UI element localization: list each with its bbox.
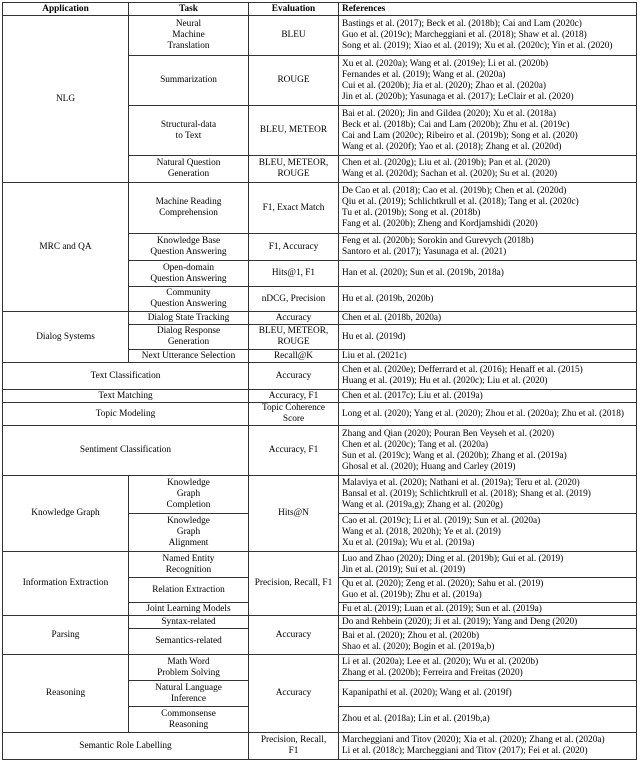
task-cell: Community Question Answering [129, 287, 249, 312]
task-cell: Knowledge Base Question Answering [129, 234, 249, 261]
evaluation-cell: Hits@N [249, 476, 339, 552]
application-cell: Knowledge Graph [3, 476, 129, 552]
header-evaluation: Evaluation [249, 3, 339, 16]
applications-table [2, 2, 637, 760]
references-cell: Cao et al. (2019c); Li et al. (2019); Sun et al. (2020a) Wang et al. (2018, 2020h); Ye et al. (2019) Xu et al. (2019a); Wu et al. (2019a) [339, 514, 637, 552]
application-cell: Reasoning [3, 655, 129, 733]
references-cell: Chen et al. (2020g); Liu et al. (2019b); Pan et al. (2020) Wang et al. (2020d); Sachan et al. (2020); Su et al. (2020) [339, 156, 637, 183]
references-cell: Bai et al. (2020); Zhou et al. (2020b) Shao et al. (2020); Bogin et al. (2019a,b) [339, 629, 637, 655]
application-cell: Parsing [3, 616, 129, 655]
task-cell: Knowledge Graph Alignment [129, 514, 249, 552]
references-cell: Zhang and Qian (2020); Pouran Ben Veyseh et al. (2020) Chen et al. (2020c); Tang et al. (2020a) Sun et al. (2019c); Wang et al. (2020b); Zhang et al. (2019a) Ghosal et al. (2020); Huang and Carley (2019) [339, 426, 637, 476]
task-cell: Dialog State Tracking [129, 312, 249, 325]
task-cell: Machine Reading Comprehension [129, 183, 249, 234]
application-cell: NLG [3, 16, 129, 183]
references-cell: Han et al. (2020); Sun et al. (2019b, 2018a) [339, 261, 637, 287]
evaluation-cell: Recall@K [249, 350, 339, 363]
evaluation-cell: Accuracy, F1 [249, 426, 339, 476]
application-cell: MRC and QA [3, 183, 129, 312]
references-cell: Zhou et al. (2018a); Lin et al. (2019b,a) [339, 707, 637, 733]
task-cell: Semantics-related [129, 629, 249, 655]
table-row [3, 16, 637, 56]
evaluation-cell: Hits@1, F1 [249, 261, 339, 287]
evaluation-cell: BLEU, METEOR, ROUGE [249, 156, 339, 183]
references-cell: Bai et al. (2020); Jin and Gildea (2020); Xu et al. (2018a) Beck et al. (2018b); Cai and Lam (2020b); Zhu et al. (2019c) Cai and Lam (2020c); Ribeiro et al. (2019b); Song et al. (2020) Wang et al. (2020f); Yao et al. (2018); Zhang et al. (2020d) [339, 106, 637, 156]
evaluation-cell: nDCG, Precision [249, 287, 339, 312]
task-cell: Commonsense Reasoning [129, 707, 249, 733]
table-row [3, 426, 637, 476]
task-cell: Math Word Problem Solving [129, 655, 249, 681]
application-task-cell: Text Matching [3, 390, 249, 403]
evaluation-cell: BLEU, METEOR [249, 106, 339, 156]
table-row [3, 733, 637, 760]
task-cell: Open-domain Question Answering [129, 261, 249, 287]
header-task: Task [129, 3, 249, 16]
header-application: Application [3, 3, 129, 16]
references-cell: Chen et al. (2018b, 2020a) [339, 312, 637, 325]
task-cell: Natural Language Inference [129, 681, 249, 707]
references-cell: Luo and Zhao (2020); Ding et al. (2019b); Gui et al. (2019) Jin et al. (2019); Sui et al. (2019) [339, 552, 637, 578]
application-task-cell: Semantic Role Labelling [3, 733, 249, 760]
table-row [3, 403, 637, 426]
table-row [3, 655, 637, 681]
references-cell: Qu et al. (2020); Zeng et al. (2020); Sahu et al. (2019) Guo et al. (2019b); Zhu et al. (2019a) [339, 578, 637, 603]
application-cell: Dialog Systems [3, 312, 129, 363]
task-cell: Natural Question Generation [129, 156, 249, 183]
references-cell: Li et al. (2020a); Lee et al. (2020); Wu et al. (2020b) Zhang et al. (2020b); Ferreira and Freitas (2020) [339, 655, 637, 681]
evaluation-cell: Topic Coherence Score [249, 403, 339, 426]
task-cell: Summarization [129, 56, 249, 106]
references-cell: De Cao et al. (2018); Cao et al. (2019b); Chen et al. (2020d) Qiu et al. (2019); Schlichtkrull et al. (2018); Tang et al. (2020c) Tu et al. (2019b); Song et al. (2018b) Fang et al. (2020b); Zheng and Kordjamshidi (2020) [339, 183, 637, 234]
references-cell: Marcheggiani and Titov (2020); Xia et al. (2020); Zhang et al. (2020a) Li et al. (2018c); Marcheggiani and Titov (2017); Fei et al. (2020) [339, 733, 637, 760]
table-row [3, 363, 637, 390]
task-cell: Syntax-related [129, 616, 249, 629]
evaluation-cell: Accuracy [249, 363, 339, 390]
evaluation-cell: ROUGE [249, 56, 339, 106]
evaluation-cell: Accuracy [249, 655, 339, 733]
evaluation-cell: Accuracy [249, 616, 339, 655]
application-task-cell: Text Classification [3, 363, 249, 390]
evaluation-cell: Precision, Recall, F1 [249, 552, 339, 616]
task-cell: Dialog Response Generation [129, 325, 249, 350]
table-row [3, 476, 637, 514]
table-row [3, 312, 637, 325]
application-task-cell: Sentiment Classification [3, 426, 249, 476]
evaluation-cell: F1, Exact Match [249, 183, 339, 234]
references-cell: Chen et al. (2017c); Liu et al. (2019a) [339, 390, 637, 403]
references-cell: Do and Rehbein (2020); Ji et al. (2019); Yang and Deng (2020) [339, 616, 637, 629]
application-task-cell: Topic Modeling [3, 403, 249, 426]
evaluation-cell: Precision, Recall, F1 [249, 733, 339, 760]
references-cell: Feng et al. (2020b); Sorokin and Gurevych (2018b) Santoro et al. (2017); Yasunaga et al. (2021) [339, 234, 637, 261]
evaluation-cell: Accuracy [249, 312, 339, 325]
task-cell: Neural Machine Translation [129, 16, 249, 56]
references-cell: Hu et al. (2019d) [339, 325, 637, 350]
table-row [3, 616, 637, 629]
header-row [3, 3, 637, 16]
task-cell: Relation Extraction [129, 578, 249, 603]
table-body [3, 16, 637, 760]
evaluation-cell: F1, Accuracy [249, 234, 339, 261]
task-cell: Structural-data to Text [129, 106, 249, 156]
references-cell: Long et al. (2020); Yang et al. (2020); Zhou et al. (2020a); Zhu et al. (2018) [339, 403, 637, 426]
task-cell: Named Entity Recognition [129, 552, 249, 578]
references-cell: Chen et al. (2020e); Defferrard et al. (2016); Henaff et al. (2015) Huang et al. (2019); Hu et al. (2020c); Liu et al. (2020) [339, 363, 637, 390]
evaluation-cell: BLEU [249, 16, 339, 56]
task-cell: Next Utterance Selection [129, 350, 249, 363]
application-cell: Information Extraction [3, 552, 129, 616]
references-cell: Liu et al. (2021c) [339, 350, 637, 363]
references-cell: Xu et al. (2020a); Wang et al. (2019e); Li et al. (2020b) Fernandes et al. (2019); Wang et al. (2020a) Cui et al. (2020b); Jia et al. (2020); Zhao et al. (2020a) Jin et al. (2020b); Yasunaga et al. (2017); LeClair et al. (2020) [339, 56, 637, 106]
evaluation-cell: BLEU, METEOR, ROUGE [249, 325, 339, 350]
references-cell: Fu et al. (2019); Luan et al. (2019); Sun et al. (2019a) [339, 603, 637, 616]
references-cell: Hu et al. (2019b, 2020b) [339, 287, 637, 312]
references-cell: Malaviya et al. (2020); Nathani et al. (2019a); Teru et al. (2020) Bansal et al. (2019); Schlichtkrull et al. (2018); Shang et al. (2019) Wang et al. (2019a,g); Zhang et al. (2020g) [339, 476, 637, 514]
evaluation-cell: Accuracy, F1 [249, 390, 339, 403]
table-row [3, 552, 637, 578]
table-row [3, 390, 637, 403]
header-references: References [339, 3, 637, 16]
task-cell: Knowledge Graph Completion [129, 476, 249, 514]
table-row [3, 183, 637, 234]
references-cell: Kapanipathi et al. (2020); Wang et al. (2019f) [339, 681, 637, 707]
task-cell: Joint Learning Models [129, 603, 249, 616]
references-cell: Bastings et al. (2017); Beck et al. (2018b); Cai and Lam (2020c) Guo et al. (2019c); Marcheggiani et al. (2018); Shaw et al. (2018) Song et al. (2019); Xiao et al. (2019); Xu et al. (2020c); Yin et al. (2020) [339, 16, 637, 56]
